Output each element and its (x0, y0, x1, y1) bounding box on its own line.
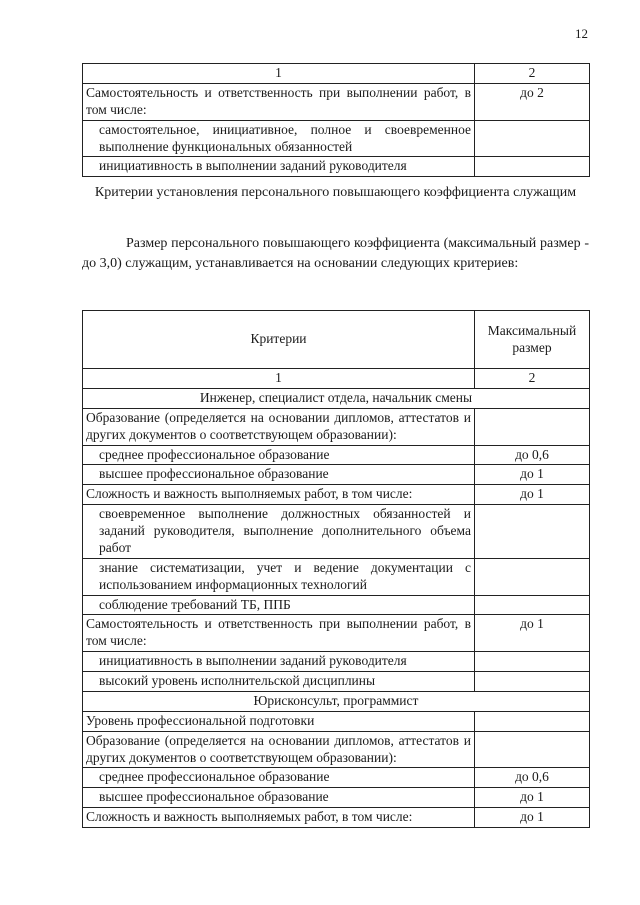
column-header-criteria: Критерии (83, 311, 475, 369)
criterion-value (475, 595, 590, 615)
criterion-text: соблюдение требований ТБ, ППБ (83, 595, 475, 615)
criterion-value (475, 558, 590, 595)
criterion-text: Уровень профессиональной подготовки (83, 711, 475, 731)
criterion-value (475, 408, 590, 445)
criterion-text: своевременное выполнение должностных обязанностей и заданий руководителя, выполнение дополнительного объема работ (83, 505, 475, 559)
criteria-table-continued (82, 63, 590, 177)
section-title: Инженер, специалист отдела, начальник смены (83, 388, 590, 408)
table-row (83, 408, 590, 445)
criterion-value (475, 672, 590, 692)
criterion-text: Образование (определяется на основании дипломов, аттестатов и других документов о соответствующем образовании): (83, 408, 475, 445)
criterion-text: Сложность и важность выполняемых работ, в том числе: (83, 808, 475, 828)
table-header-row (83, 64, 590, 84)
table-row (83, 731, 590, 768)
column-number-1: 1 (83, 369, 475, 389)
criterion-text: среднее профессиональное образование (83, 768, 475, 788)
table-row (83, 445, 590, 465)
criterion-text: среднее профессиональное образование (83, 445, 475, 465)
table-number-row (83, 369, 590, 389)
column-header-max: Максимальный размер (475, 311, 590, 369)
table-row (83, 672, 590, 692)
table-header-row (83, 311, 590, 369)
criterion-value (475, 120, 590, 157)
table-row (83, 595, 590, 615)
section-row (83, 691, 590, 711)
section-row (83, 388, 590, 408)
criterion-value: до 1 (475, 788, 590, 808)
criterion-value: до 1 (475, 615, 590, 652)
criterion-value: до 1 (475, 808, 590, 828)
table-row (83, 120, 590, 157)
table-row (83, 768, 590, 788)
criterion-text: высокий уровень исполнительской дисциплины (83, 672, 475, 692)
criteria-table (82, 310, 590, 828)
table-row (83, 615, 590, 652)
table-row (83, 808, 590, 828)
criterion-value (475, 652, 590, 672)
page-number: 12 (575, 26, 588, 41)
criterion-text: Самостоятельность и ответственность при выполнении работ, в том числе: (83, 615, 475, 652)
table-row (83, 485, 590, 505)
criterion-text: самостоятельное, инициативное, полное и своевременное выполнение функциональных обязанностей (83, 120, 475, 157)
criterion-value (475, 157, 590, 177)
criterion-text: Сложность и важность выполняемых работ, в том числе: (83, 485, 475, 505)
table-row (83, 83, 590, 120)
criterion-text: высшее профессиональное образование (83, 465, 475, 485)
criterion-text: Образование (определяется на основании дипломов, аттестатов и других документов о соответствующем образовании): (83, 731, 475, 768)
criterion-value (475, 505, 590, 559)
table-row (83, 711, 590, 731)
table-row (83, 788, 590, 808)
criterion-text: инициативность в выполнении заданий руководителя (83, 157, 475, 177)
criterion-text: знание систематизации, учет и ведение документации с использованием информационных технологий (83, 558, 475, 595)
table-row (83, 505, 590, 559)
section-title: Юрисконсульт, программист (83, 691, 590, 711)
table-row (83, 652, 590, 672)
column-number-2: 2 (475, 369, 590, 389)
section-heading: Критерии установления персонального повышающего коэффициента служащим (94, 185, 577, 200)
column-number-1: 1 (83, 64, 475, 84)
criterion-text: Самостоятельность и ответственность при выполнении работ, в том числе: (83, 83, 475, 120)
table-row (83, 465, 590, 485)
criterion-value (475, 711, 590, 731)
table-row (83, 157, 590, 177)
criterion-value: до 2 (475, 83, 590, 120)
criterion-value: до 0,6 (475, 768, 590, 788)
column-number-2: 2 (475, 64, 590, 84)
intro-paragraph: Размер персонального повышающего коэффициента (максимальный размер - до 3,0) служащим, устанавливается на основании следующих критериев: (82, 236, 589, 271)
table-row (83, 558, 590, 595)
criterion-text: высшее профессиональное образование (83, 788, 475, 808)
criterion-value: до 1 (475, 485, 590, 505)
criterion-value: до 1 (475, 465, 590, 485)
criterion-value (475, 731, 590, 768)
criterion-value: до 0,6 (475, 445, 590, 465)
criterion-text: инициативность в выполнении заданий руководителя (83, 652, 475, 672)
